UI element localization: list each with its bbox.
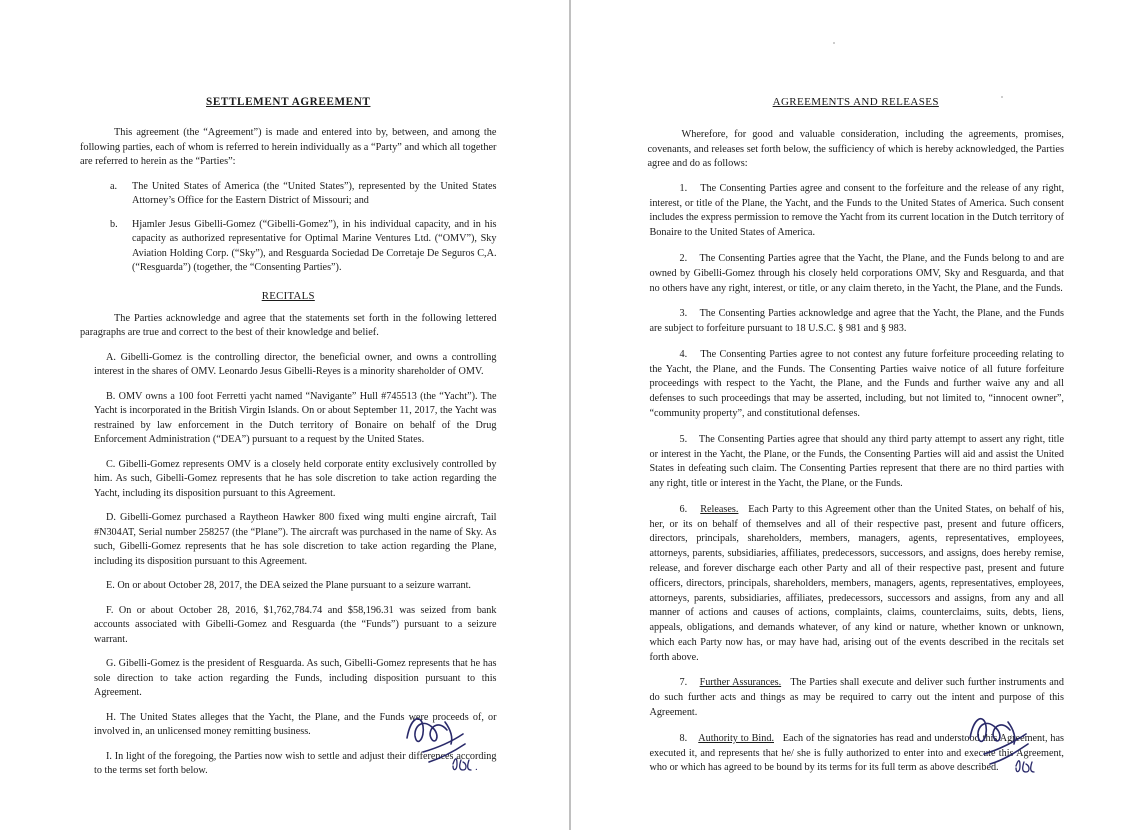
clause-text: The Consenting Parties agree and consent to the forfeiture and the release of any right, interest, or title of the Plane, the Yacht, and the Funds to the United States of America. Such consent includes the express permission to remove the Yacht from its current location in the Dutch territory of Bonaire to the United States of America. bbox=[649, 182, 1065, 239]
clause-text: Each of the signatories has read and understood this Agreement, has executed it, and represents that he/ she is fully authorized to enter into and execute this Agreement, who or which has agreed to be bound by its terms for its full term as above described. bbox=[649, 732, 1065, 774]
clause-text: The Consenting Parties acknowledge and agree that the Yacht, the Plane, and the Funds are subject to forfeiture pursuant to 18 U.S.C. § 981 and § 983. bbox=[649, 308, 1064, 335]
clause-number: 4. bbox=[679, 348, 688, 360]
clause-5 bbox=[647, 433, 1064, 492]
recital-g: G. Gibelli-Gomez is the president of Resguarda. As such, Gibelli-Gomez represents that he has sole direction to take action regarding the Funds, including disposition pursuant to this Agreement. bbox=[94, 658, 497, 699]
list-item bbox=[80, 218, 497, 276]
clause-8 bbox=[647, 732, 1064, 776]
list-item bbox=[80, 180, 497, 209]
clause-text: Each Party to this Agreement other than the United States, on behalf of his, her, or its on behalf of themselves and all of their respective past, present and future officers, directors, principals, shareholders, members, managers, agents, representatives, employees, attorneys, parents, subsidiaries, affiliates, predecessors, successors, and assigns, does hereby remise, release, and forever discharge each other Party and all of their respective past, present and future officers, directors, principals, shareholders, members, managers, agents, representatives, employees, attorneys, parents, subsidiaries, affiliates, predecessors, successors and assigns, from any and all manner of actions and causes of actions, complaints, claims, counterclaims, suits, debts, liens, appeals, obligations, and demands whatever, of any kind or nature, whether known or unknown, which each Party now has, or may have had, arising out of the events described in the recitals set forth above. bbox=[649, 503, 1065, 663]
clause-text: The Parties shall execute and deliver such further instruments and do such further acts and things as may be required to carry out the intent and purpose of this Agreement. bbox=[649, 677, 1064, 719]
clause-text: The Consenting Parties agree that the Yacht, the Plane, and the Funds belong to and are owned by Gibelli-Gomez through his closely held corporations OMV, Sky and Resguarda, and that no others have any right, interest, or title, or any claim thereto, in the Yacht, the Plane, and the Funds. bbox=[649, 252, 1064, 294]
document-page-right bbox=[571, 0, 1142, 830]
recitals-heading: RECITALS bbox=[261, 289, 315, 302]
list-marker: a. bbox=[110, 180, 118, 192]
clause-number: 3. bbox=[679, 308, 688, 320]
clause-text: The Consenting Parties agree that should any third party attempt to assert any right, title or interest in the Yacht, the Plane, or the Funds, the Consenting Parties will aid and assist the United States in defeating such claim. The Consenting Parties represent that there are no third parties with any right, title or interest in the Yacht, the Plane, or the Funds. bbox=[649, 433, 1064, 490]
recital-e: E. On or about October 28, 2017, the DEA seized the Plane pursuant to a seizure warrant. bbox=[106, 580, 471, 592]
clause-lead: Further Assurances. bbox=[699, 677, 782, 689]
list-marker: b. bbox=[110, 218, 118, 230]
clause-3 bbox=[647, 307, 1064, 337]
clause-number: 6. bbox=[679, 503, 688, 515]
clause-7 bbox=[647, 676, 1064, 720]
clause-2 bbox=[647, 252, 1064, 296]
recital-c: C. Gibelli-Gomez represents OMV is a closely held corporate entity exclusively controlled by him. As such, Gibelli-Gomez represents that he has sole discretion to take action regarding the Yacht, including its disposition pursuant to this Agreement. bbox=[94, 458, 497, 499]
list-item-text: The United States of America (the “United States”), represented by the United States Attorney’s Office for the Eastern District of Missouri; and bbox=[132, 180, 497, 207]
clause-text: The Consenting Parties agree to not contest any future forfeiture proceeding relating to the Yacht, the Plane, and the Funds. The Consenting Parties waive notice of all future forfeiture proceedings with respect to the Yacht, the Plane, and the Funds and further waive any and all defenses to such proceedings that may be asserted, including, but not limited to, “innocent owner”, “community property”, and constitutional defenses. bbox=[649, 348, 1064, 419]
clause-number: 2. bbox=[679, 252, 688, 264]
recital-h: H. The United States alleges that the Yacht, the Plane, and the Funds were proceeds of, or involved in, an unlicensed money remitting business. bbox=[94, 711, 497, 738]
recital-b: B. OMV owns a 100 foot Ferretti yacht named “Navigante” Hull #745513 (the “Yacht”). The Yacht is incorporated in the British Virgin Islands. On or about September 11, 2017, the Yacht was restrained by law enforcement in the Dutch territory of Bonaire on behalf of the Drug Enforcement Administration (“DEA”) pursuant to a request by the United States. bbox=[94, 390, 497, 446]
recital-f: F. On or about October 28, 2016, $1,762,784.74 and $58,196.31 was seized from bank accounts associated with Gibelli-Gomez and Resguarda (the “Funds”) pursuant to a seizure warrant. bbox=[94, 604, 497, 645]
clause-4 bbox=[647, 348, 1064, 422]
page-title-right: AGREEMENTS AND RELEASES bbox=[772, 96, 939, 108]
clause-number: 8. bbox=[679, 732, 688, 744]
parties-list bbox=[80, 180, 497, 276]
clause-number: 7. bbox=[679, 677, 688, 689]
intro-paragraph: This agreement (the “Agreement”) is made and entered into by, between, and among the following parties, each of whom is referred to herein individually as a “Party” and which all together are referred to herein as the “Parties”: bbox=[80, 127, 497, 168]
clause-lead: Releases. bbox=[700, 503, 739, 515]
page-title: SETTLEMENT AGREEMENT bbox=[206, 96, 371, 108]
document-page-left bbox=[0, 0, 569, 830]
clause-lead: Authority to Bind. bbox=[698, 732, 774, 744]
recitals-intro: The Parties acknowledge and agree that the statements set forth in the following lettered paragraphs are true and correct to the best of their knowledge and belief. bbox=[80, 312, 497, 339]
list-item-text: Hjamler Jesus Gibelli-Gomez (“Gibelli-Gomez”), in his individual capacity, and in his capacity as authorized representative for Optimal Marine Ventures Ltd. (“OMV”), Sky Aviation Holding Corp. (“Sky”), and Resguarda Sociedad De Corretaje De Seguros C,A. (“Resguarda”) (together, the “Consenting Parties”). bbox=[132, 218, 497, 274]
clause-1 bbox=[647, 182, 1064, 241]
clause-6 bbox=[647, 503, 1064, 666]
agreements-intro: Wherefore, for good and valuable consideration, including the agreements, promises, covenants, and releases set forth below, the sufficiency of which is hereby acknowledged, the Parties agree and do as follows: bbox=[647, 129, 1064, 170]
initials-text: . bbox=[474, 761, 478, 773]
scan-speck bbox=[833, 42, 835, 44]
recital-i: I. In light of the foregoing, the Parties now wish to settle and adjust their differences according to the terms set forth below. bbox=[94, 750, 497, 777]
clause-number: 1. bbox=[679, 182, 688, 194]
clause-number: 5. bbox=[679, 433, 688, 445]
recital-d: D. Gibelli-Gomez purchased a Raytheon Hawker 800 fixed wing multi engine aircraft, Tail #N304AT, Serial number 258257 (the “Plane”). The aircraft was purchased in the name of Sky. As such, Gibelli-Gomez represents that he has sole discretion to take action regarding the Plane, including its disposition pursuant to this Agreement. bbox=[94, 512, 497, 567]
recital-a: A. Gibelli-Gomez is the controlling director, the beneficial owner, and owns a controlling interest in the shares of OMV. Leonardo Jesus Gibelli-Reyes is a minority shareholder of OMV. bbox=[94, 351, 497, 378]
